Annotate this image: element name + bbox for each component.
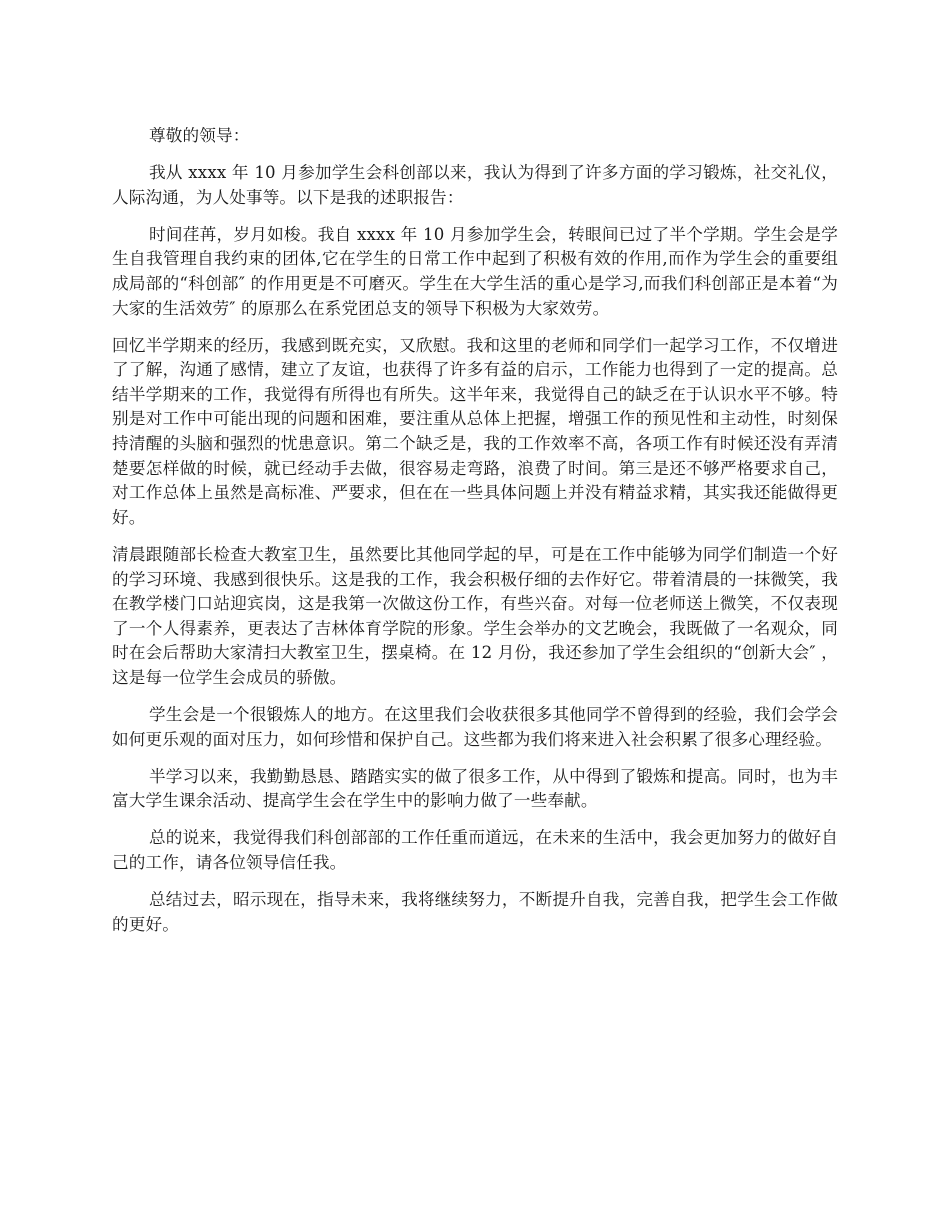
body-paragraph-5: 半学习以来，我勤勤恳恳、踏踏实实的做了很多工作，从中得到了锻炼和提高。同时，也为丰富大学生课余活动、提高学生会在学生中的影响力做了一些奉献。 [112, 766, 838, 811]
body-paragraph-2: 回忆半学期来的经历，我感到既充实，又欣慰。我和这里的老师和同学们一起学习工作，不仅增进了了解，沟通了感情，建立了友谊，也获得了许多有益的启示，工作能力也得到了一定的提高。总结半学期来的工作，我觉得有所得也有所失。这半年来，我觉得自己的缺乏在于认识水平不够。特别是对工作中可能出现的问题和困难，要注重从总体上把握，增强工作的预见性和主动性，时刻保持清醒的头脑和强烈的忧患意识。第二个缺乏是，我的工作效率不高，各项工作有时候还没有弄清楚要怎样做的时候，就已经动手去做，很容易走弯路，浪费了时间。第三是还不够严格要求自己，对工作总体上虽然是高标准、严要求，但在在一些具体问题上并没有精益求精，其实我还能做得更好。 [112, 335, 838, 527]
body-paragraph-6: 总的说来，我觉得我们科创部部的工作任重而道远，在未来的生活中，我会更加努力的做好自己的工作，请各位领导信任我。 [112, 828, 838, 872]
salutation: 尊敬的领导： [149, 126, 250, 145]
document-page [112, 124, 838, 950]
body-paragraph-1: 时间荏苒，岁月如梭。我自 xxxx 年 10 月参加学生会，转眼间已过了半个学期。学生会是学生自我管理自我约束的团体,它在学生的日常工作中起到了积极有效的作用,而作为学生会的重要组成局部的“科创部″ 的作用更是不可磨灭。学生在大学生活的重心是学习,而我们科创部正是本着“为大家的生活效劳″ 的原那么在系党团总支的领导下积极为大家效劳。 [112, 224, 838, 318]
body-paragraph-4: 学生会是一个很锻炼人的地方。在这里我们会收获很多其他同学不曾得到的经验，我们会学会如何更乐观的面对压力，如何珍惜和保护自己。这些都为我们将来进入社会积累了很多心理经验。 [112, 704, 838, 749]
intro-paragraph: 我从 xxxx 年 10 月参加学生会科创部以来，我认为得到了许多方面的学习锻炼，社交礼仪，人际沟通，为人处事等。以下是我的述职报告： [112, 163, 838, 207]
body-paragraph-3: 清晨跟随部长检查大教室卫生，虽然要比其他同学起的早，可是在工作中能够为同学们制造一个好的学习环境、我感到很快乐。这是我的工作，我会积极仔细的去作好它。带着清晨的一抹微笑，我在教学楼门口站迎宾岗，这是我第一次做这份工作，有些兴奋。对每一位老师送上微笑，不仅表现了一个人得素养，更表达了吉林体育学院的形象。学生会举办的文艺晚会，我既做了一名观众，同时在会后帮助大家清扫大教室卫生，摆桌椅。在 12 月份，我还参加了学生会组织的“创新大会″ ，这是每一位学生会成员的骄傲。 [112, 544, 838, 687]
closing-paragraph: 总结过去，昭示现在，指导未来，我将继续努力，不断提升自我，完善自我，把学生会工作做的更好。 [112, 890, 838, 934]
